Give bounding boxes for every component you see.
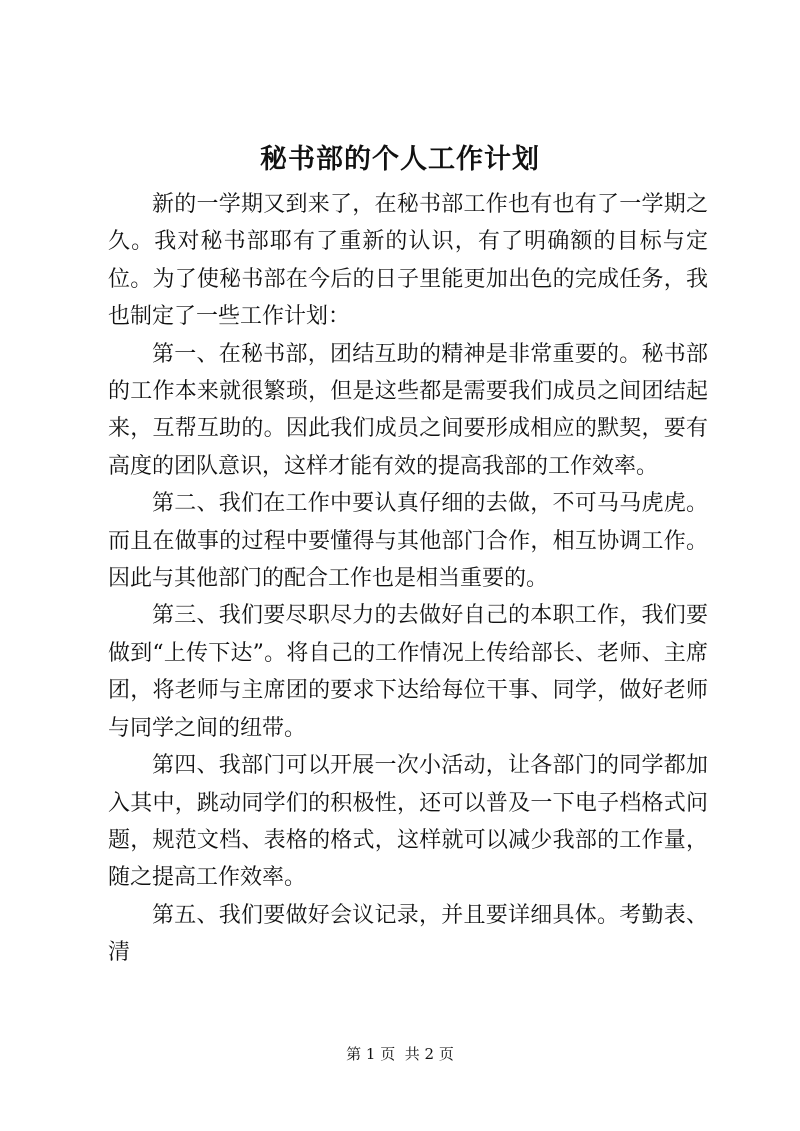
- document-title: 秘书部的个人工作计划: [260, 144, 540, 175]
- page-footer: [0, 1044, 800, 1064]
- document-body: [108, 186, 708, 972]
- paragraph-point-2: 第二、我们在工作中要认真仔细的去做，不可马马虎虎。而且在做事的过程中要懂得与其他部门合作，相互协调工作。因此与其他部门的配合工作也是相当重要的。: [108, 491, 708, 592]
- paragraph-intro: 新的一学期又到来了，在秘书部工作也有也有了一学期之久。我对秘书部耶有了重新的认识，有了明确额的目标与定位。为了使秘书部在今后的日子里能更加出色的完成任务，我也制定了一些工作计划：: [108, 192, 708, 330]
- paragraph-point-4: 第四、我部门可以开展一次小活动，让各部门的同学都加入其中，跳动同学们的积极性，还可以普及一下电子档格式问题，规范文档、表格的格式，这样就可以减少我部的工作量，随之提高工作效率。: [108, 753, 708, 891]
- paragraph-point-5: 第五、我们要做好会议记录，并且要详细具体。考勤表、清: [108, 902, 708, 966]
- paragraph-point-1: 第一、在秘书部，团结互助的精神是非常重要的。秘书部的工作本来就很繁琐，但是这些都是需要我们成员之间团结起来，互帮互助的。因此我们成员之间要形成相应的默契，要有高度的团队意识，这样才能有效的提高我部的工作效率。: [108, 341, 708, 479]
- page-number-label: 第 1 页 共 2 页: [346, 1045, 454, 1063]
- paragraph-point-3: 第三、我们要尽职尽力的去做好自己的本职工作，我们要做到“上传下达”。将自己的工作情况上传给部长、老师、主席团，将老师与主席团的要求下达给每位干事、同学，做好老师与同学之间的纽带。: [108, 603, 708, 741]
